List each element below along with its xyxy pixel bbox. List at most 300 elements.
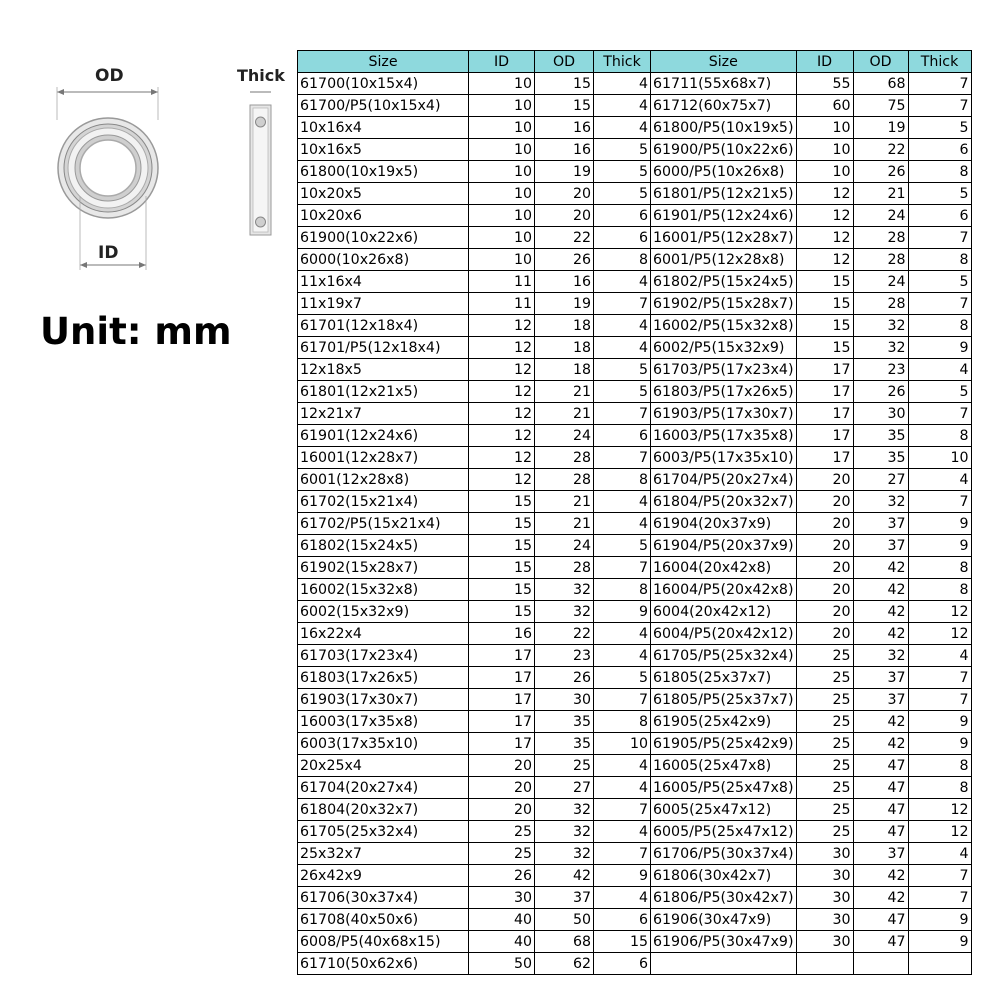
thick-cell: 4 <box>594 315 651 337</box>
table-row <box>298 579 972 601</box>
size-cell: 61903(17x30x7) <box>298 689 469 711</box>
od-cell: 24 <box>535 535 594 557</box>
size-cell: 61705/P5(25x32x4) <box>651 645 797 667</box>
size-cell: 61700(10x15x4) <box>298 73 469 95</box>
table-row <box>298 183 972 205</box>
od-cell: 47 <box>853 755 908 777</box>
thick-cell: 4 <box>908 359 971 381</box>
size-cell: 61806(30x42x7) <box>651 865 797 887</box>
table-row <box>298 491 972 513</box>
thick-cell: 8 <box>908 755 971 777</box>
od-cell: 28 <box>853 293 908 315</box>
od-cell: 32 <box>535 821 594 843</box>
table-row <box>298 667 972 689</box>
od-cell: 21 <box>535 513 594 535</box>
id-cell: 40 <box>469 931 535 953</box>
size-cell: 10x20x6 <box>298 205 469 227</box>
od-cell: 32 <box>535 799 594 821</box>
id-cell: 10 <box>469 205 535 227</box>
size-cell: 61902/P5(15x28x7) <box>651 293 797 315</box>
table-row <box>298 293 972 315</box>
id-cell: 10 <box>469 249 535 271</box>
size-cell: 61803/P5(17x26x5) <box>651 381 797 403</box>
size-cell: 16x22x4 <box>298 623 469 645</box>
od-cell: 28 <box>535 447 594 469</box>
size-cell: 61904(20x37x9) <box>651 513 797 535</box>
id-cell: 12 <box>469 447 535 469</box>
thick-cell: 7 <box>594 293 651 315</box>
size-cell: 6008/P5(40x68x15) <box>298 931 469 953</box>
size-cell: 6001(12x28x8) <box>298 469 469 491</box>
thick-cell: 7 <box>908 491 971 513</box>
od-cell: 42 <box>853 711 908 733</box>
thick-cell: 9 <box>908 535 971 557</box>
size-cell: 61805(25x37x7) <box>651 667 797 689</box>
id-cell: 12 <box>796 183 853 205</box>
size-cell: 11x19x7 <box>298 293 469 315</box>
od-cell: 30 <box>535 689 594 711</box>
table-row <box>298 711 972 733</box>
od-cell: 42 <box>853 579 908 601</box>
od-cell: 24 <box>535 425 594 447</box>
od-cell: 15 <box>535 73 594 95</box>
size-cell: 61701/P5(12x18x4) <box>298 337 469 359</box>
table-row <box>298 821 972 843</box>
id-cell: 25 <box>796 689 853 711</box>
od-cell: 47 <box>853 799 908 821</box>
thick-cell: 7 <box>908 95 971 117</box>
od-cell: 30 <box>853 403 908 425</box>
thick-cell: 9 <box>908 909 971 931</box>
id-cell: 30 <box>796 909 853 931</box>
size-cell: 61711(55x68x7) <box>651 73 797 95</box>
size-cell: 61801/P5(12x21x5) <box>651 183 797 205</box>
thick-cell: 7 <box>908 293 971 315</box>
thick-cell: 4 <box>594 645 651 667</box>
thick-cell: 7 <box>908 865 971 887</box>
id-cell: 15 <box>796 337 853 359</box>
thick-cell: 5 <box>594 667 651 689</box>
id-cell: 25 <box>796 667 853 689</box>
thick-cell: 6 <box>908 205 971 227</box>
od-cell: 32 <box>853 491 908 513</box>
id-cell: 20 <box>796 491 853 513</box>
od-cell: 28 <box>853 227 908 249</box>
id-cell: 12 <box>796 205 853 227</box>
size-cell: 61803(17x26x5) <box>298 667 469 689</box>
od-cell: 68 <box>535 931 594 953</box>
thick-cell: 7 <box>594 843 651 865</box>
id-cell: 25 <box>796 755 853 777</box>
id-cell: 17 <box>469 733 535 755</box>
od-cell: 37 <box>853 513 908 535</box>
od-cell: 21 <box>853 183 908 205</box>
table-row <box>298 513 972 535</box>
thick-cell: 4 <box>594 117 651 139</box>
size-cell: 16004/P5(20x42x8) <box>651 579 797 601</box>
size-cell: 61804(20x32x7) <box>298 799 469 821</box>
table-row <box>298 623 972 645</box>
thick-cell: 8 <box>908 315 971 337</box>
size-cell: 61802(15x24x5) <box>298 535 469 557</box>
od-cell: 75 <box>853 95 908 117</box>
thick-cell: 4 <box>908 469 971 491</box>
thick-cell: 9 <box>908 931 971 953</box>
od-cell: 37 <box>535 887 594 909</box>
id-cell: 12 <box>469 403 535 425</box>
id-cell: 25 <box>796 821 853 843</box>
id-cell: 25 <box>796 799 853 821</box>
id-cell: 17 <box>469 645 535 667</box>
id-cell: 16 <box>469 623 535 645</box>
od-cell: 37 <box>853 667 908 689</box>
od-cell: 19 <box>853 117 908 139</box>
od-cell: 22 <box>535 623 594 645</box>
table-row <box>298 645 972 667</box>
thick-cell: 5 <box>594 161 651 183</box>
size-cell: 6000/P5(10x26x8) <box>651 161 797 183</box>
od-cell: 42 <box>853 733 908 755</box>
size-cell: 61905(25x42x9) <box>651 711 797 733</box>
size-cell: 61801(12x21x5) <box>298 381 469 403</box>
od-cell: 21 <box>535 403 594 425</box>
od-cell: 27 <box>853 469 908 491</box>
od-cell: 32 <box>853 645 908 667</box>
thick-cell: 4 <box>594 777 651 799</box>
od-cell: 28 <box>535 469 594 491</box>
size-cell: 61703(17x23x4) <box>298 645 469 667</box>
od-cell: 32 <box>535 601 594 623</box>
od-cell: 21 <box>535 381 594 403</box>
id-cell: 60 <box>796 95 853 117</box>
size-cell: 61704/P5(20x27x4) <box>651 469 797 491</box>
table-row <box>298 205 972 227</box>
od-cell: 28 <box>853 249 908 271</box>
column-header: Size <box>651 51 797 73</box>
od-cell: 35 <box>853 447 908 469</box>
od-cell: 68 <box>853 73 908 95</box>
id-cell: 15 <box>469 601 535 623</box>
thick-cell: 4 <box>594 271 651 293</box>
size-cell: 61705(25x32x4) <box>298 821 469 843</box>
od-cell: 25 <box>535 755 594 777</box>
column-header: OD <box>535 51 594 73</box>
thick-cell: 8 <box>594 249 651 271</box>
thick-cell: 9 <box>908 733 971 755</box>
size-cell: 6003(17x35x10) <box>298 733 469 755</box>
id-cell: 25 <box>469 821 535 843</box>
id-cell: 12 <box>796 249 853 271</box>
thick-cell: 8 <box>908 249 971 271</box>
thick-label: Thick <box>237 66 285 85</box>
od-cell: 16 <box>535 139 594 161</box>
id-cell: 12 <box>469 381 535 403</box>
table-row <box>298 733 972 755</box>
thick-cell: 8 <box>908 425 971 447</box>
thick-cell: 9 <box>908 711 971 733</box>
od-cell: 15 <box>535 95 594 117</box>
id-cell: 30 <box>796 887 853 909</box>
thick-cell: 6 <box>594 227 651 249</box>
column-header: ID <box>469 51 535 73</box>
size-cell: 61710(50x62x6) <box>298 953 469 975</box>
thick-cell: 4 <box>594 821 651 843</box>
size-cell: 61706/P5(30x37x4) <box>651 843 797 865</box>
size-cell: 6003/P5(17x35x10) <box>651 447 797 469</box>
size-cell: 16001/P5(12x28x7) <box>651 227 797 249</box>
thick-cell: 7 <box>594 447 651 469</box>
id-cell: 10 <box>796 161 853 183</box>
id-cell: 15 <box>469 513 535 535</box>
column-header: Size <box>298 51 469 73</box>
id-cell: 15 <box>796 315 853 337</box>
table-row <box>298 799 972 821</box>
id-cell: 10 <box>469 227 535 249</box>
size-cell: 16003(17x35x8) <box>298 711 469 733</box>
size-cell: 6002/P5(15x32x9) <box>651 337 797 359</box>
thick-cell: 6 <box>594 205 651 227</box>
thick-cell: 4 <box>908 843 971 865</box>
id-cell: 17 <box>469 667 535 689</box>
thick-cell: 6 <box>908 139 971 161</box>
bearing-drawing <box>0 0 300 300</box>
id-cell: 25 <box>796 711 853 733</box>
od-cell: 47 <box>853 931 908 953</box>
od-cell: 18 <box>535 337 594 359</box>
size-cell: 6000(10x26x8) <box>298 249 469 271</box>
thick-cell: 5 <box>594 381 651 403</box>
size-cell: 16005/P5(25x47x8) <box>651 777 797 799</box>
id-cell: 12 <box>469 425 535 447</box>
thick-cell: 7 <box>908 403 971 425</box>
size-cell: 61901/P5(12x24x6) <box>651 205 797 227</box>
size-cell: 61706(30x37x4) <box>298 887 469 909</box>
id-cell: 25 <box>469 843 535 865</box>
thick-cell: 8 <box>908 161 971 183</box>
id-cell: 20 <box>469 755 535 777</box>
size-cell: 6002(15x32x9) <box>298 601 469 623</box>
od-cell: 35 <box>535 733 594 755</box>
id-cell: 10 <box>796 117 853 139</box>
size-cell: 61805/P5(25x37x7) <box>651 689 797 711</box>
id-cell: 11 <box>469 293 535 315</box>
size-cell: 61700/P5(10x15x4) <box>298 95 469 117</box>
od-cell: 27 <box>535 777 594 799</box>
thick-cell: 4 <box>594 513 651 535</box>
thick-cell: 12 <box>908 821 971 843</box>
table-row <box>298 755 972 777</box>
id-cell: 30 <box>469 887 535 909</box>
id-cell: 10 <box>469 117 535 139</box>
size-cell: 6005(25x47x12) <box>651 799 797 821</box>
column-header: Thick <box>594 51 651 73</box>
od-cell: 35 <box>853 425 908 447</box>
od-cell: 32 <box>853 315 908 337</box>
od-cell: 24 <box>853 205 908 227</box>
thick-cell: 12 <box>908 799 971 821</box>
thick-cell: 4 <box>594 337 651 359</box>
id-cell: 30 <box>796 931 853 953</box>
table-row <box>298 557 972 579</box>
thick-cell: 4 <box>594 887 651 909</box>
id-cell: 10 <box>469 139 535 161</box>
od-cell: 22 <box>853 139 908 161</box>
od-cell: 37 <box>853 843 908 865</box>
id-cell: 20 <box>796 513 853 535</box>
size-cell: 61906(30x47x9) <box>651 909 797 931</box>
od-cell: 26 <box>853 161 908 183</box>
size-cell: 61802/P5(15x24x5) <box>651 271 797 293</box>
thick-cell: 5 <box>594 183 651 205</box>
thick-cell <box>908 953 971 975</box>
size-cell: 61900(10x22x6) <box>298 227 469 249</box>
size-cell: 6004(20x42x12) <box>651 601 797 623</box>
id-cell: 15 <box>469 491 535 513</box>
id-cell: 17 <box>796 425 853 447</box>
od-cell: 47 <box>853 821 908 843</box>
size-cell: 61903/P5(17x30x7) <box>651 403 797 425</box>
table-row <box>298 359 972 381</box>
id-cell: 10 <box>469 73 535 95</box>
id-cell: 20 <box>796 579 853 601</box>
size-cell: 16005(25x47x8) <box>651 755 797 777</box>
id-cell: 12 <box>469 337 535 359</box>
od-cell: 20 <box>535 183 594 205</box>
thick-cell: 7 <box>908 73 971 95</box>
thick-cell: 4 <box>908 645 971 667</box>
id-cell: 10 <box>469 161 535 183</box>
size-cell: 61902(15x28x7) <box>298 557 469 579</box>
od-cell: 23 <box>535 645 594 667</box>
table-row <box>298 601 972 623</box>
table-row <box>298 337 972 359</box>
thick-cell: 7 <box>908 227 971 249</box>
thick-cell: 8 <box>594 711 651 733</box>
thick-cell: 5 <box>908 183 971 205</box>
id-cell: 11 <box>469 271 535 293</box>
size-cell: 61905/P5(25x42x9) <box>651 733 797 755</box>
od-cell: 26 <box>853 381 908 403</box>
size-cell: 61702/P5(15x21x4) <box>298 513 469 535</box>
size-cell: 16002(15x32x8) <box>298 579 469 601</box>
size-cell: 61806/P5(30x42x7) <box>651 887 797 909</box>
size-cell: 61708(40x50x6) <box>298 909 469 931</box>
thick-cell: 7 <box>908 887 971 909</box>
id-cell: 17 <box>469 689 535 711</box>
id-cell: 20 <box>796 601 853 623</box>
id-cell: 25 <box>796 645 853 667</box>
size-cell: 61800/P5(10x19x5) <box>651 117 797 139</box>
id-cell: 10 <box>796 139 853 161</box>
id-cell: 15 <box>796 293 853 315</box>
table-row <box>298 139 972 161</box>
table-row <box>298 909 972 931</box>
id-cell: 12 <box>469 469 535 491</box>
id-cell: 15 <box>796 271 853 293</box>
thick-cell: 8 <box>594 579 651 601</box>
od-cell: 62 <box>535 953 594 975</box>
od-cell: 21 <box>535 491 594 513</box>
thick-cell: 4 <box>594 755 651 777</box>
od-cell: 26 <box>535 249 594 271</box>
size-cell: 16002/P5(15x32x8) <box>651 315 797 337</box>
od-cell: 18 <box>535 359 594 381</box>
thick-cell: 4 <box>594 95 651 117</box>
thick-cell: 15 <box>594 931 651 953</box>
size-cell: 12x18x5 <box>298 359 469 381</box>
id-cell: 20 <box>469 799 535 821</box>
id-cell: 30 <box>796 865 853 887</box>
id-cell: 10 <box>469 183 535 205</box>
id-cell: 20 <box>796 623 853 645</box>
table-body <box>298 73 972 975</box>
table-row <box>298 271 972 293</box>
id-cell: 12 <box>796 227 853 249</box>
size-cell: 11x16x4 <box>298 271 469 293</box>
od-cell: 47 <box>853 909 908 931</box>
table-row <box>298 469 972 491</box>
table-row <box>298 535 972 557</box>
thick-cell: 4 <box>594 73 651 95</box>
od-cell: 28 <box>535 557 594 579</box>
thick-cell: 9 <box>908 513 971 535</box>
thick-cell: 6 <box>594 953 651 975</box>
id-cell: 20 <box>796 469 853 491</box>
id-cell: 17 <box>796 447 853 469</box>
thick-cell: 10 <box>594 733 651 755</box>
id-cell: 25 <box>796 733 853 755</box>
size-cell: 6005/P5(25x47x12) <box>651 821 797 843</box>
table-row <box>298 73 972 95</box>
od-cell: 20 <box>535 205 594 227</box>
id-cell: 17 <box>796 359 853 381</box>
od-cell: 26 <box>535 667 594 689</box>
od-cell: 42 <box>853 865 908 887</box>
size-cell: 61701(12x18x4) <box>298 315 469 337</box>
thick-cell: 8 <box>908 777 971 799</box>
id-label: ID <box>98 243 119 263</box>
id-cell: 17 <box>469 711 535 733</box>
od-cell: 18 <box>535 315 594 337</box>
table-row <box>298 161 972 183</box>
thick-cell: 5 <box>594 359 651 381</box>
od-cell: 32 <box>535 579 594 601</box>
id-cell: 17 <box>796 403 853 425</box>
od-cell: 19 <box>535 161 594 183</box>
size-cell: 16003/P5(17x35x8) <box>651 425 797 447</box>
table-row <box>298 953 972 975</box>
thick-cell: 9 <box>594 601 651 623</box>
id-cell: 30 <box>796 843 853 865</box>
od-cell: 16 <box>535 117 594 139</box>
table-row <box>298 865 972 887</box>
size-cell: 10x16x5 <box>298 139 469 161</box>
table-row <box>298 95 972 117</box>
size-cell: 6004/P5(20x42x12) <box>651 623 797 645</box>
table-row <box>298 381 972 403</box>
column-header: Thick <box>908 51 971 73</box>
thick-cell: 4 <box>594 491 651 513</box>
table-row <box>298 447 972 469</box>
id-cell: 20 <box>469 777 535 799</box>
size-cell: 16004(20x42x8) <box>651 557 797 579</box>
thick-cell: 8 <box>594 469 651 491</box>
size-cell: 25x32x7 <box>298 843 469 865</box>
id-cell: 26 <box>469 865 535 887</box>
id-cell: 12 <box>469 315 535 337</box>
size-cell: 61703/P5(17x23x4) <box>651 359 797 381</box>
table-row <box>298 315 972 337</box>
